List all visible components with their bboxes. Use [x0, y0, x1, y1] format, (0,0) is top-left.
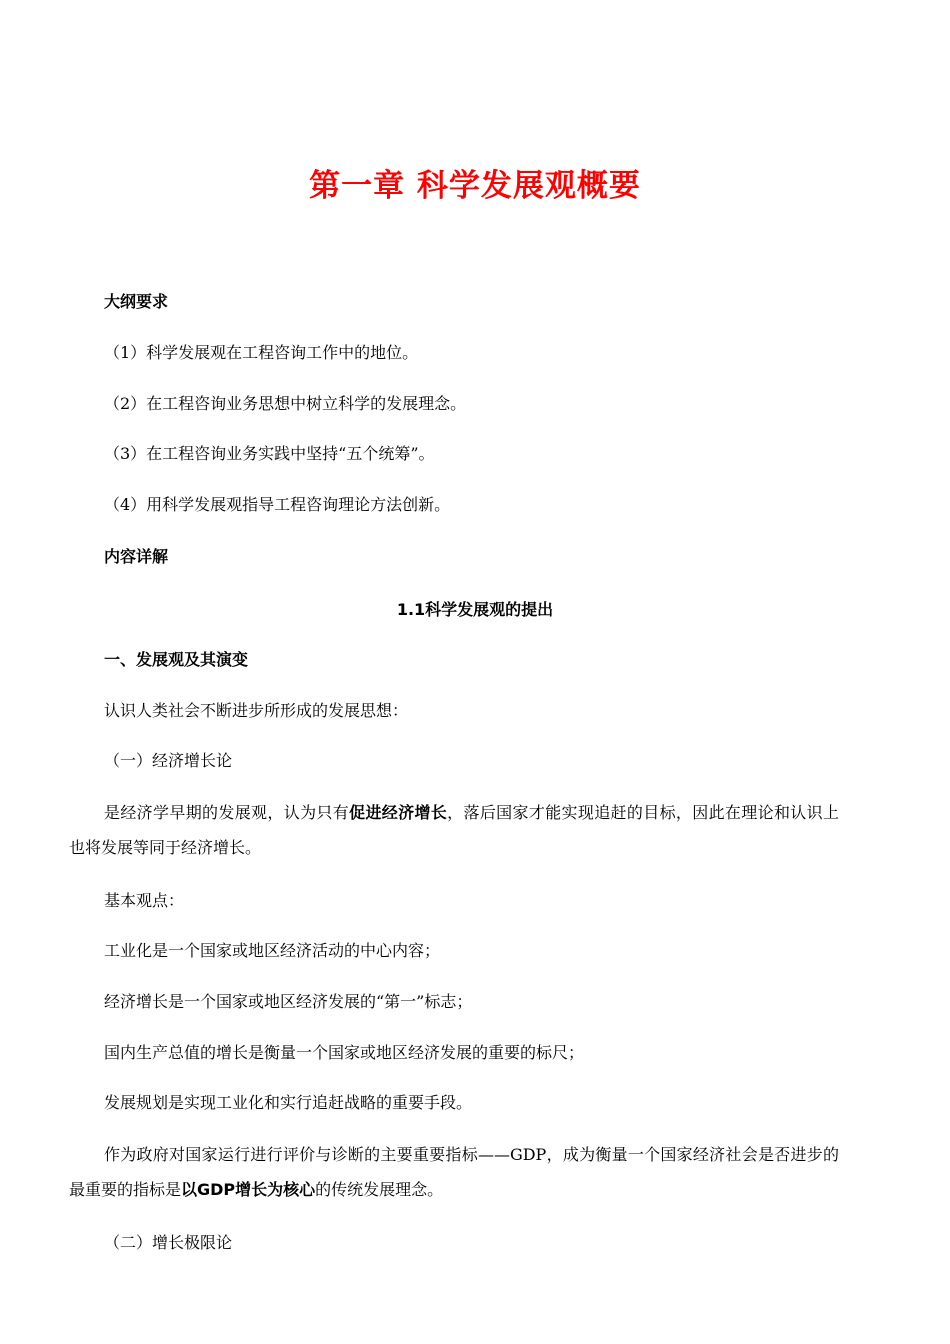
- paragraph-text: 的传统发展理念。: [315, 1180, 444, 1199]
- intro-text: 认识人类社会不断进步所形成的发展思想：: [104, 701, 409, 720]
- outline-item-1: （1）科学发展观在工程咨询工作中的地位。: [104, 343, 419, 362]
- outline-item-2: （2）在工程咨询业务思想中树立科学的发展理念。: [104, 394, 467, 413]
- chapter-title: 第一章 科学发展观概要: [309, 168, 641, 204]
- content-heading: 内容详解: [104, 547, 169, 566]
- paragraph-text: ，落后国家才能实现追赶的目标，因此在理论和认识上也将发展等同于经济增长。: [69, 803, 839, 857]
- outline-item-4: （4）用科学发展观指导工程咨询理论方法创新。: [104, 495, 451, 514]
- point-item-1: 工业化是一个国家或地区经济活动的中心内容；: [104, 941, 441, 960]
- paragraph-text: 是经济学早期的发展观，认为只有: [104, 803, 350, 822]
- point-item-2: 经济增长是一个国家或地区经济发展的“第一”标志；: [104, 992, 473, 1011]
- emphasis-text: 促进经济增长: [349, 803, 448, 822]
- item-title-growth-limit: （二）增长极限论: [104, 1233, 233, 1252]
- outline-heading: 大纲要求: [104, 292, 169, 311]
- point-item-3: 国内生产总值的增长是衡量一个国家或地区经济发展的重要的标尺；: [104, 1043, 585, 1062]
- outline-item-3: （3）在工程咨询业务实践中坚持“五个统筹”。: [104, 444, 435, 463]
- basic-points-label: 基本观点：: [104, 891, 185, 910]
- point-item-4: 发展规划是实现工业化和实行追赶战略的重要手段。: [104, 1093, 473, 1112]
- paragraph-text: 作为政府对国家运行进行评价与诊断的主要重要指标——GDP，成为衡量一个国家经济社会是否进步的最重要的指标是: [69, 1145, 839, 1199]
- emphasis-text: 以GDP增长为核心: [181, 1180, 316, 1199]
- item-title-economic-growth: （一）经济增长论: [104, 751, 233, 770]
- subsection-title: 一、发展观及其演变: [104, 650, 249, 669]
- paragraph-gdp: [69, 1137, 839, 1207]
- paragraph-economic-growth: [69, 795, 839, 865]
- section-title: 1.1科学发展观的提出: [396, 600, 554, 619]
